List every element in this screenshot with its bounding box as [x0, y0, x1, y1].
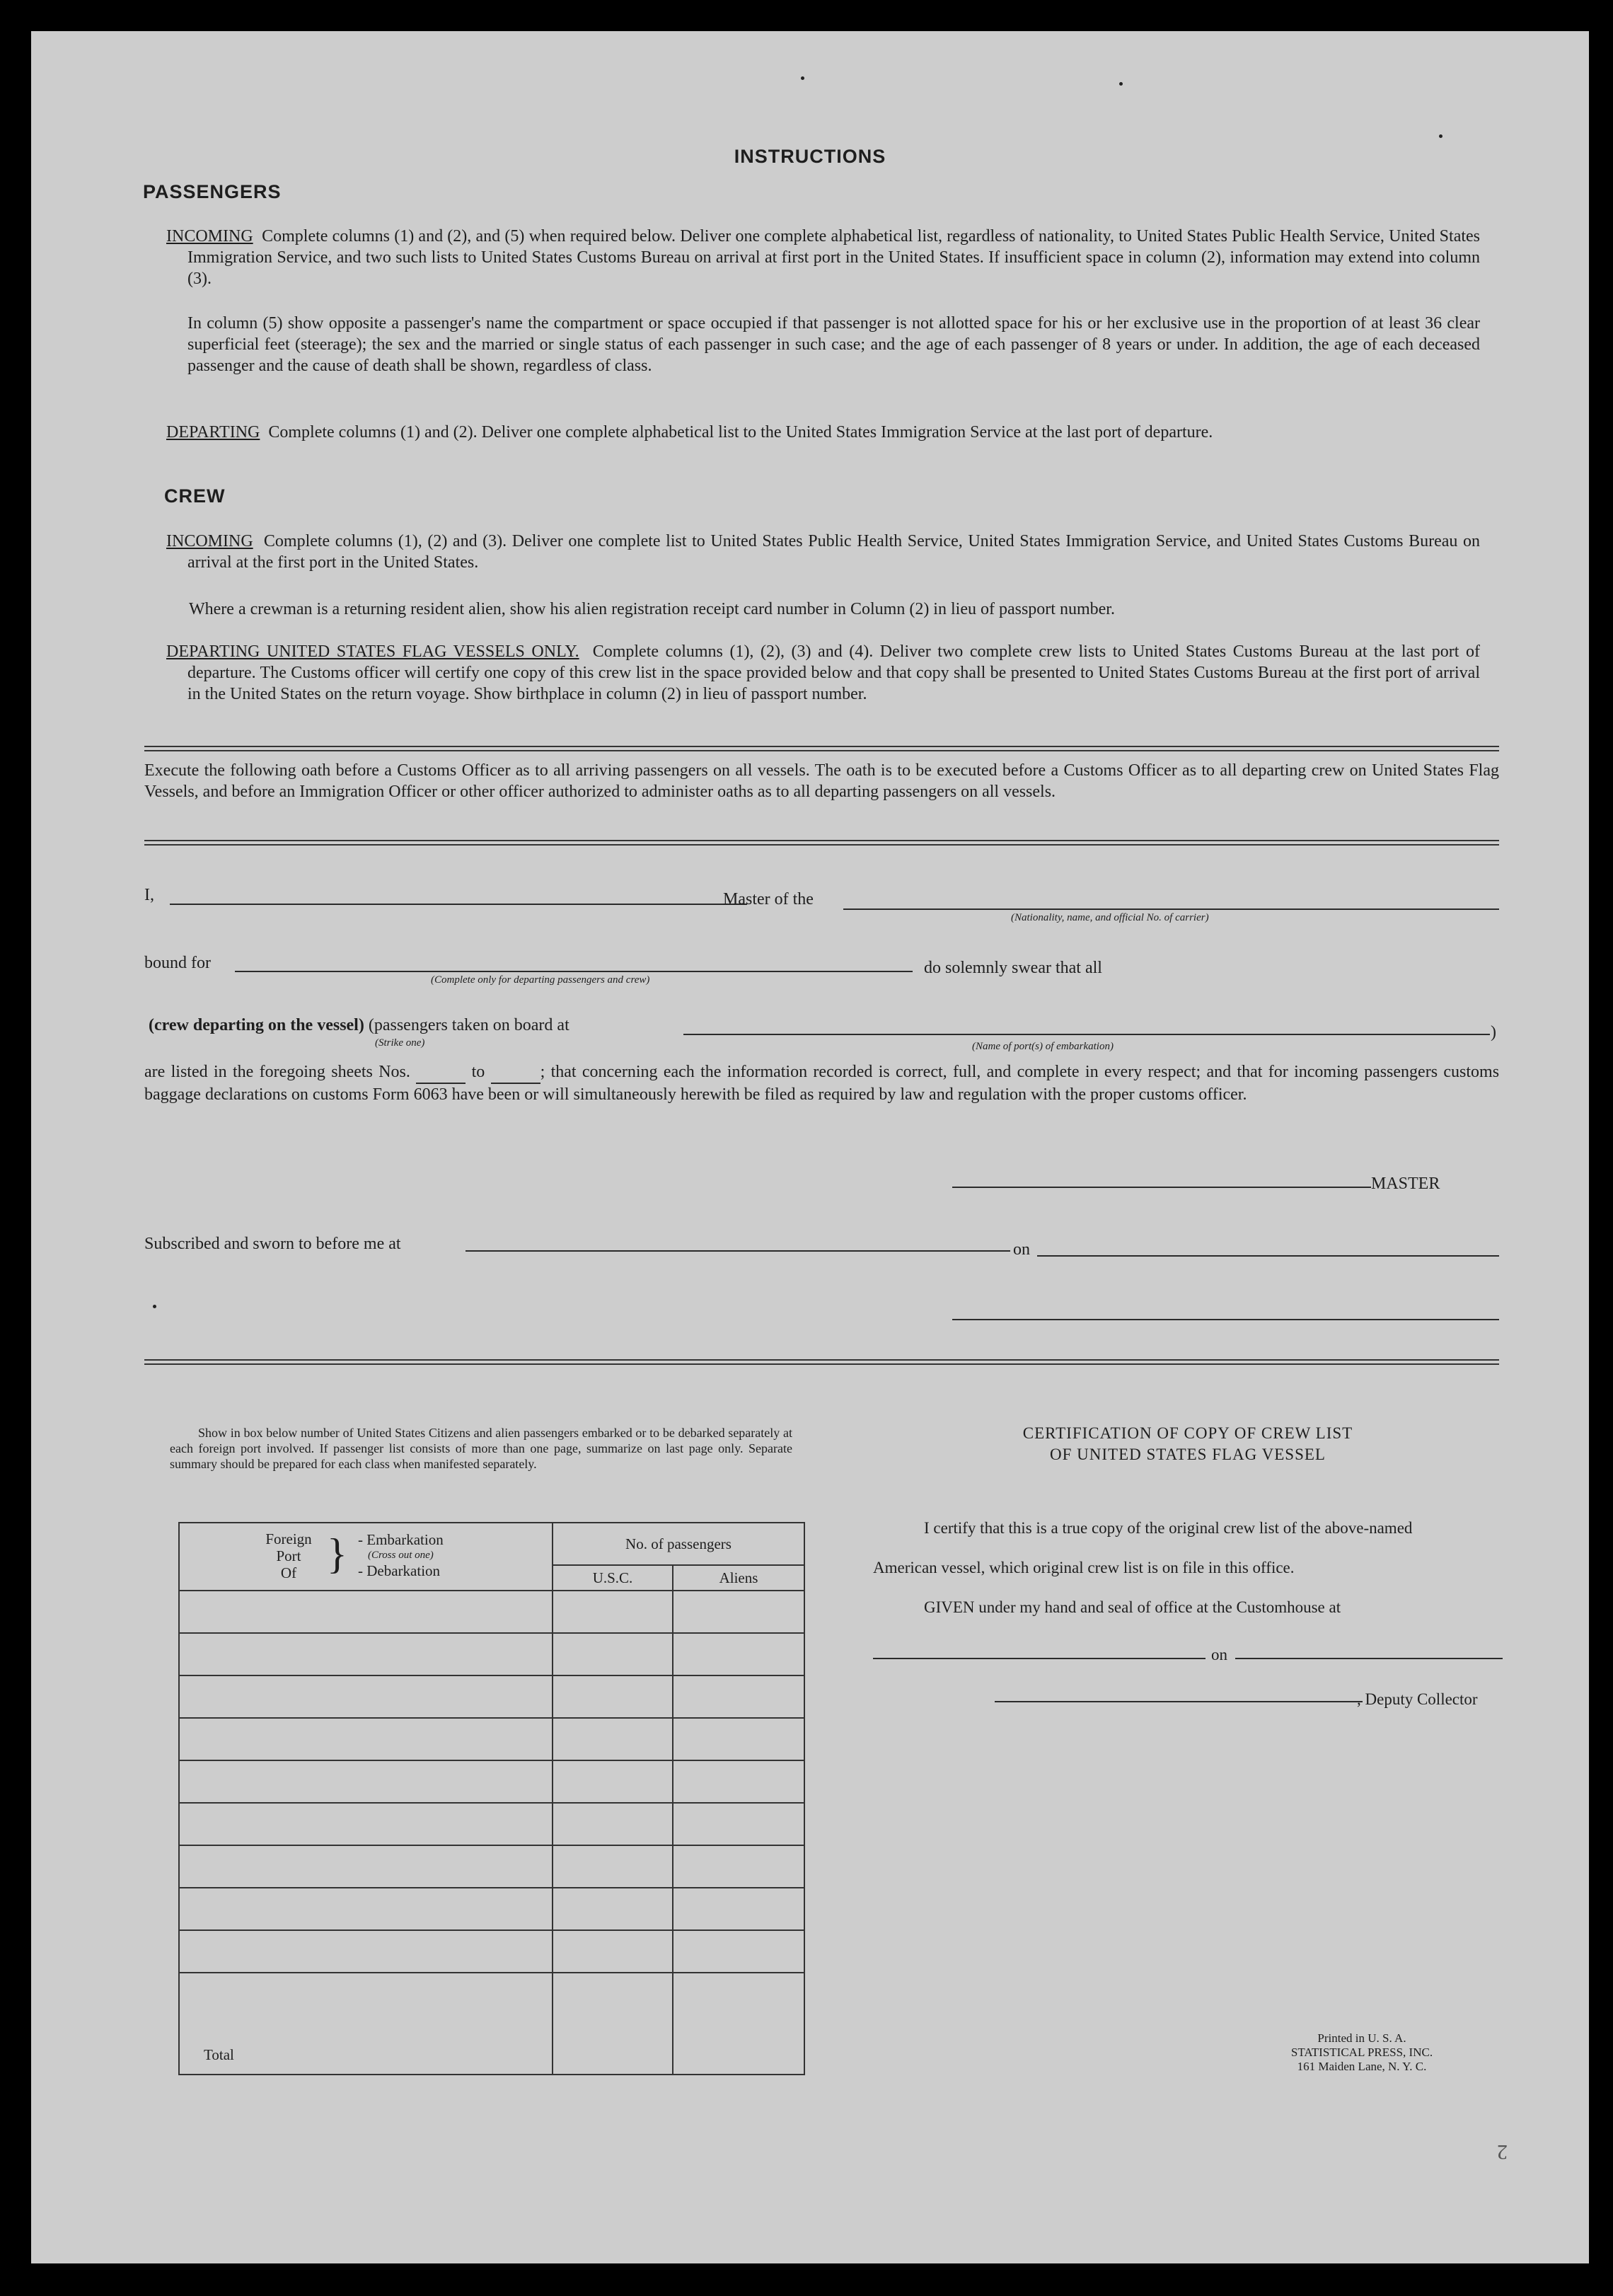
- port-label: Port: [276, 1547, 301, 1564]
- crew-alien-paragraph: Where a crewman is a returning resident alien, show his alien registration receipt card number in Column (2) in lieu of passport number.: [189, 600, 1115, 618]
- cross-out-caption: (Cross out one): [368, 1550, 434, 1561]
- embarkation-port-field[interactable]: [683, 1034, 1490, 1035]
- table-row: [179, 1888, 804, 1930]
- master-signature-field[interactable]: [952, 1187, 1371, 1188]
- passengers-incoming-paragraph: [166, 226, 1480, 289]
- certification-heading-line-2: OF UNITED STATES FLAG VESSEL: [1050, 1446, 1326, 1463]
- bound-for-field[interactable]: [235, 971, 913, 972]
- passengers-departing-paragraph: [166, 422, 1480, 443]
- carrier-caption: (Nationality, name, and official No. of carrier): [1011, 912, 1209, 923]
- usc-cell[interactable]: [553, 1633, 673, 1675]
- port-cell[interactable]: [179, 1718, 553, 1760]
- passengers-taken-text: (passengers taken on board at: [368, 1016, 570, 1034]
- printer-line-1: Printed in U. S. A.: [1317, 2031, 1406, 2045]
- table-row: [179, 1718, 804, 1760]
- port-caption: (Name of port(s) of embarkation): [972, 1041, 1114, 1052]
- aliens-header: Aliens: [673, 1565, 804, 1591]
- customhouse-field[interactable]: [873, 1658, 1206, 1659]
- oath-divider: [144, 840, 1499, 846]
- usc-cell[interactable]: [553, 1675, 673, 1718]
- port-cell[interactable]: [179, 1803, 553, 1845]
- table-row: [179, 1591, 804, 1633]
- crew-departing-text: Complete columns (1), (2), (3) and (4). Deliver two complete crew lists to United States Customs Bureau at the last port of departure. The Customs officer will certify one copy of this crew list in the space provided below and that copy shall be presented to United States Customs Bureau at the first port of arrival in the United States on the return voyage. Show birthplace in column (2) in lieu of passport number.: [187, 642, 1480, 703]
- crew-departing-label: DEPARTING UNITED STATES FLAG VESSELS ONLY.: [166, 642, 579, 661]
- total-row: [179, 1973, 804, 2075]
- certification-line-1: I certify that this is a true copy of the original crew list of the above-named: [924, 1519, 1413, 1537]
- lower-divider: [144, 1359, 1499, 1365]
- master-of-the-label: Master of the: [723, 890, 814, 908]
- brace-icon: }: [327, 1530, 347, 1577]
- passengers-column5-paragraph: In column (5) show opposite a passenger's name the compartment or space occupied if that passenger is not allotted space for his or her exclusive use in the proportion of at least 36 clear superficial feet (steerage); the sex and the married or single status of each passenger in such case; and the age of each passenger of 8 years or under. In addition, the age of each deceased passenger and the cause of death shall be shown, regardless of class.: [187, 314, 1480, 375]
- table-row: [179, 1760, 804, 1803]
- certification-heading-line-1: CERTIFICATION OF COPY OF CREW LIST: [1022, 1424, 1353, 1442]
- crew-departing-option[interactable]: [149, 1015, 570, 1036]
- close-paren: ): [1491, 1023, 1496, 1042]
- speck: [801, 76, 804, 80]
- passengers-heading: PASSENGERS: [143, 181, 282, 202]
- port-cell[interactable]: [179, 1888, 553, 1930]
- summary-note: Show in box below number of United States Citizens and alien passengers embarked or to be debarked separately at each foreign port involved. If passenger list consists of more than one page, summarize on last page only. Separate summary should be prepared for each class when manifested separately.: [170, 1426, 792, 1471]
- debarkation-option[interactable]: - Debarkation: [358, 1562, 441, 1579]
- port-cell[interactable]: [179, 1633, 553, 1675]
- master-label: MASTER: [1371, 1175, 1440, 1193]
- certification-on-label: on: [1211, 1646, 1227, 1663]
- bound-for-caption: (Complete only for departing passengers and crew): [431, 974, 650, 986]
- sworn-date-field[interactable]: [1037, 1255, 1499, 1257]
- speck: [153, 1305, 156, 1308]
- usc-cell[interactable]: [553, 1718, 673, 1760]
- port-cell[interactable]: [179, 1845, 553, 1888]
- certification-heading: [901, 1423, 1474, 1465]
- table-row: [179, 1845, 804, 1888]
- aliens-cell[interactable]: [673, 1845, 804, 1888]
- printer-line-3: 161 Maiden Lane, N. Y. C.: [1297, 2060, 1427, 2073]
- passengers-incoming-text: Complete columns (1) and (2), and (5) when required below. Deliver one complete alphabetical list, regardless of nationality, to United States Public Health Service, United States Immigration Service, and two such lists to United States Customs Bureau on arrival at first port in the United States. If insufficient space in column (2), information may extend into column (3).: [187, 227, 1481, 288]
- aliens-cell[interactable]: [673, 1760, 804, 1803]
- sheet-from-field[interactable]: [416, 1061, 466, 1084]
- oath-intro: Execute the following oath before a Customs Officer as to all arriving passengers on all vessels. The oath is to be executed before a Customs Officer as to all departing crew on United States Flag Vessels, and before an Immigration Officer or other officer authorized to administer oaths as to all departing passengers on all vessels.: [144, 761, 1499, 801]
- aliens-cell[interactable]: [673, 1675, 804, 1718]
- speck: [1119, 82, 1123, 86]
- no-passengers-header: No. of passengers: [553, 1523, 804, 1565]
- table-row: [179, 1803, 804, 1845]
- form-page: [31, 31, 1589, 2263]
- port-cell[interactable]: [179, 1591, 553, 1633]
- strike-one-caption: (Strike one): [375, 1037, 425, 1049]
- port-cell[interactable]: [179, 1760, 553, 1803]
- speck: [1439, 134, 1443, 138]
- usc-cell[interactable]: [553, 1591, 673, 1633]
- printer-line-2: STATISTICAL PRESS, INC.: [1290, 2046, 1433, 2059]
- crew-departing-text: (crew departing on the vessel): [149, 1016, 364, 1034]
- embarkation-option[interactable]: - Embarkation: [358, 1531, 444, 1548]
- crew-heading: CREW: [164, 485, 226, 507]
- table-row: [179, 1930, 804, 1973]
- of-label: Of: [280, 1564, 297, 1581]
- usc-cell[interactable]: [553, 1888, 673, 1930]
- aliens-cell[interactable]: [673, 1803, 804, 1845]
- oath-statement-text: ; that concerning each the information recorded is correct, full, and complete in every respect; and that for incoming passengers customs baggage declarations on customs Form 6063 have been or will simultaneously herewith be filed as required by law and regulation with the proper customs officer.: [144, 1063, 1500, 1104]
- aliens-cell[interactable]: [673, 1591, 804, 1633]
- total-aliens-cell[interactable]: [673, 1973, 804, 2075]
- deputy-signature-field[interactable]: [995, 1701, 1363, 1702]
- usc-cell[interactable]: [553, 1803, 673, 1845]
- crew-incoming-text: Complete columns (1), (2) and (3). Deliver one complete list to United States Public Health Service, United States Immigration Service, and United States Customs Bureau on arrival at the first port in the United States.: [187, 532, 1481, 572]
- passengers-incoming-label: INCOMING: [166, 227, 253, 246]
- aliens-cell[interactable]: [673, 1633, 804, 1675]
- oath-statement: [144, 1061, 1499, 1105]
- sheets-label: are listed in the foregoing sheets Nos.: [144, 1063, 410, 1081]
- table-row: [179, 1633, 804, 1675]
- oath-i-label: I,: [144, 886, 154, 904]
- passengers-departing-text: Complete columns (1) and (2). Deliver one complete alphabetical list to the United States Immigration Service at the last port of departure.: [268, 423, 1213, 442]
- aliens-cell[interactable]: [673, 1718, 804, 1760]
- officer-signature-field[interactable]: [952, 1319, 1499, 1320]
- to-label: to: [471, 1063, 485, 1081]
- subscribed-label: Subscribed and sworn to before me at: [144, 1235, 401, 1253]
- crew-departing-paragraph: [166, 641, 1480, 705]
- crew-incoming-paragraph: [166, 531, 1480, 573]
- total-label: Total: [179, 1973, 553, 2075]
- usc-cell[interactable]: [553, 1930, 673, 1973]
- foreign-label: Foreign: [265, 1530, 312, 1547]
- aliens-cell[interactable]: [673, 1888, 804, 1930]
- deputy-collector-label: , Deputy Collector: [1357, 1690, 1478, 1708]
- sworn-on-label: on: [1013, 1240, 1030, 1259]
- port-cell[interactable]: [179, 1930, 553, 1973]
- page-number-mark: 2: [1497, 2140, 1508, 2164]
- table-row: [179, 1675, 804, 1718]
- sworn-place-field[interactable]: [466, 1250, 1010, 1252]
- passenger-summary-table: [178, 1522, 805, 2075]
- section-divider: [144, 746, 1499, 751]
- instructions-title: INSTRUCTIONS: [734, 146, 886, 167]
- usc-cell[interactable]: [553, 1760, 673, 1803]
- certification-line-2: American vessel, which original crew list is on file in this office.: [873, 1559, 1295, 1576]
- passengers-departing-label: DEPARTING: [166, 423, 260, 442]
- bound-for-label: bound for: [144, 954, 211, 972]
- swear-text: do solemnly swear that all: [924, 959, 1102, 977]
- master-name-field[interactable]: [170, 904, 747, 905]
- carrier-field[interactable]: [843, 908, 1499, 910]
- port-cell[interactable]: [179, 1675, 553, 1718]
- aliens-cell[interactable]: [673, 1930, 804, 1973]
- usc-header: U.S.C.: [553, 1565, 673, 1591]
- usc-cell[interactable]: [553, 1845, 673, 1888]
- certification-date-field[interactable]: [1235, 1658, 1503, 1659]
- port-header-cell: [179, 1523, 553, 1591]
- sheet-to-field[interactable]: [491, 1061, 540, 1084]
- crew-incoming-label: INCOMING: [166, 532, 253, 550]
- total-usc-cell[interactable]: [553, 1973, 673, 2075]
- certification-line-3: GIVEN under my hand and seal of office at the Customhouse at: [924, 1598, 1341, 1616]
- printer-imprint: [1266, 2031, 1457, 2074]
